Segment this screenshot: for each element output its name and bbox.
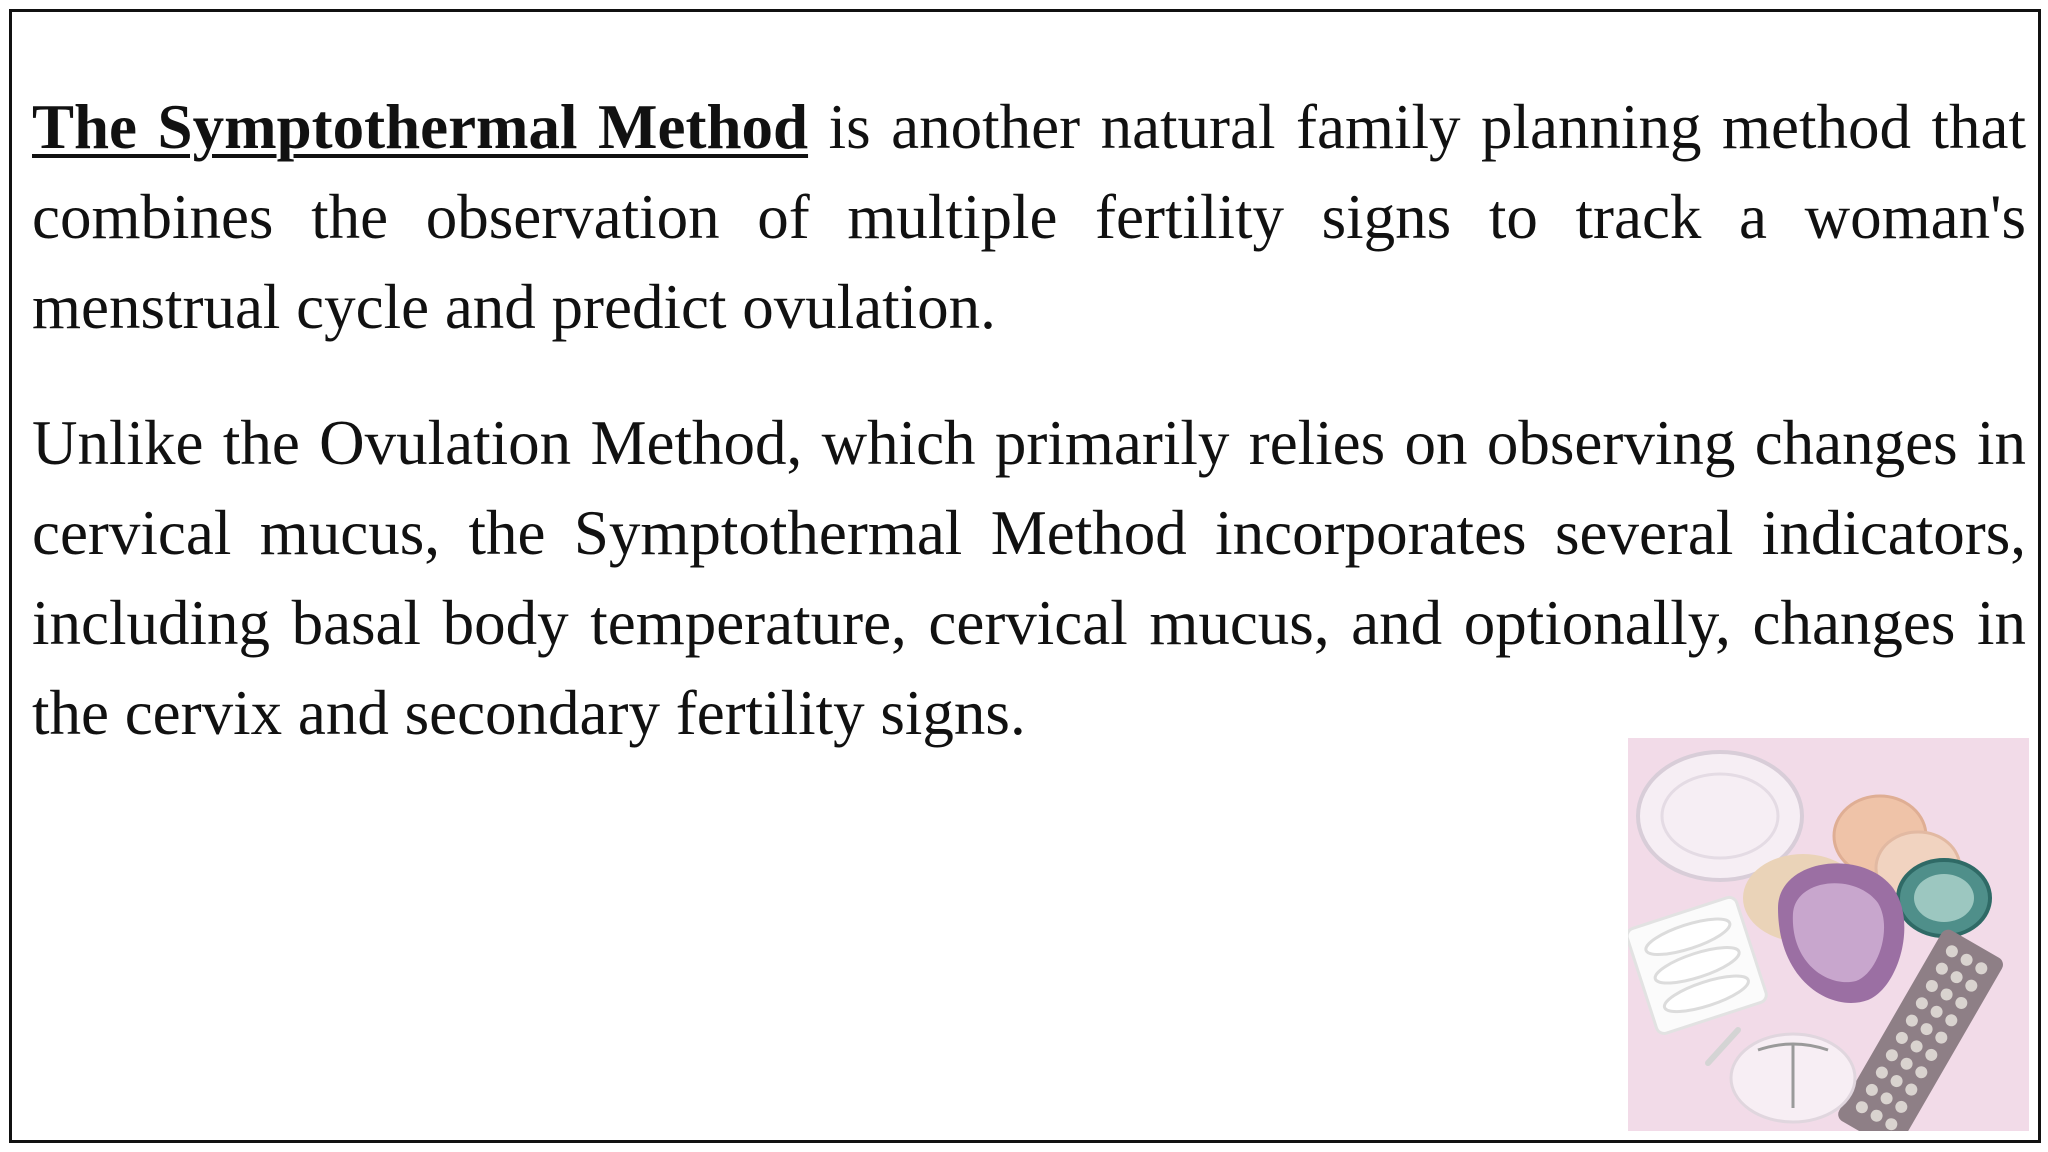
- slide-frame: [9, 9, 2041, 1143]
- paragraph-1-body: is another natural family planning method that combines the observation of multiple fertility signs to track a woman's menstrual cycle and predict ovulation.: [32, 92, 2027, 342]
- paragraph-comparison: Unlike the Ovulation Method, which primarily relies on observing changes in cervical mucus, the Symptothermal Method incorporates several indicators, including basal body temperature, cervical mucus, and optionally, changes in the cervix and secondary fertility signs.: [32, 408, 2026, 748]
- slide-text: [32, 82, 2026, 758]
- term-symptothermal-method: The Symptothermal Method: [32, 92, 809, 162]
- paragraph-symptothermal-intro: [32, 82, 2026, 352]
- contraceptives-illustration: [1628, 738, 2029, 1131]
- contraceptives-photo: [1628, 738, 2029, 1131]
